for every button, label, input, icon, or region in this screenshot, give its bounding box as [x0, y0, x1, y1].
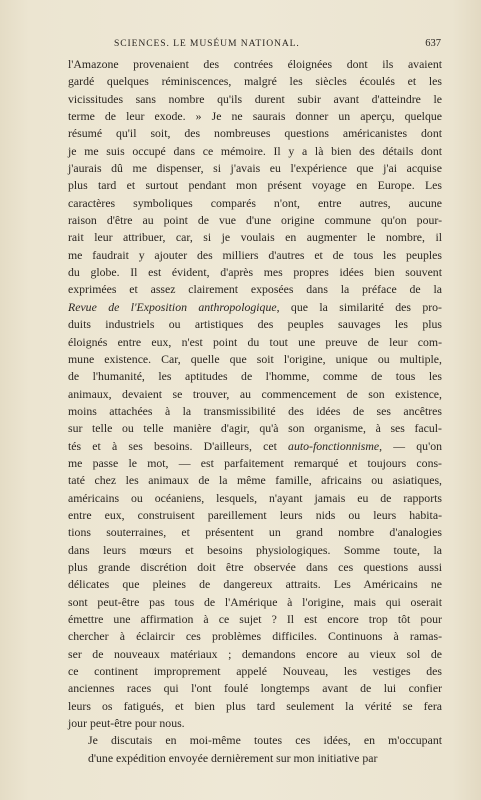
italic-text: auto-fonctionnisme: [288, 438, 380, 453]
text-line: gardé quelques réminiscences, malgré les siècles écoulés et les: [68, 74, 442, 89]
text-line: rait leur attribuer, car, si je voulais en augmenter le nombre, il: [68, 230, 442, 245]
text-line: chercher à éclaircir ces problèmes difficiles. Continuons à ramas-: [68, 629, 442, 644]
text-line: plus grande discrétion doit être observée dans ces questions aussi: [68, 559, 442, 574]
text-line: d'une expédition envoyée dernièrement sur mon initiative par: [88, 750, 378, 765]
body-text: [68, 56, 442, 767]
paragraph: [68, 732, 442, 767]
text-line: américains ou océaniens, lesquels, n'ayant jamais eu de rapports: [68, 490, 442, 505]
text-line: éloignés entre eux, n'est point du tout une preuve de leur com-: [68, 334, 442, 349]
text-line: entre eux, construisent pareillement leurs nids ou leurs habita-: [68, 507, 442, 522]
text-line: émettre une affirmation à ce sujet ? Il est encore trop tôt pour: [68, 612, 442, 626]
text-line: je me suis occupé dans ce mémoire. Il y a là bien des détails dont: [68, 143, 442, 158]
text-line: jour peut-être pour nous.: [68, 716, 185, 731]
text-line: tions souterraines, et présentent un grand nombre d'analogies: [68, 525, 442, 540]
text-line: du globe. Il est évident, d'après mes propres idées bien souvent: [68, 265, 442, 280]
running-title: SCIENCES. LE MUSÉUM NATIONAL.: [114, 38, 300, 49]
text-line: mune existence. Car, quelle que soit l'origine, unique ou multiple,: [68, 351, 442, 366]
text-line: ser de nouveaux matériaux ; demandons encore au vieux sol de: [68, 646, 442, 661]
text-line: exprimées et assez clairement exposées dans la préface de la: [68, 282, 442, 297]
text-line: leurs os fatigués, et bien plus tard seulement la vérité se fera: [68, 698, 442, 713]
text-line: ce continent improprement appelé Nouveau, les vestiges des: [68, 664, 442, 679]
text-line: raison d'être au point de vue d'une origine commune qu'on pour-: [68, 213, 442, 228]
text-line: de l'humanité, les aptitudes de l'homme, comme de tous les: [68, 369, 442, 384]
text-line: Je discutais en moi-même toutes ces idées, en m'occupant: [88, 733, 442, 748]
text-line: dans leurs mœurs et besoins physiologiques. Somme toute, la: [68, 542, 442, 557]
text-line: Revue de l'Exposition anthropologique, que la similarité des pro-: [68, 299, 442, 314]
text-line: j'aurais dû me dispenser, si j'avais eu l'expérience que j'ai acquise: [68, 161, 442, 176]
text-line: terme de leur exode. » Je ne saurais donner un aperçu, quelque: [68, 109, 442, 124]
text-line: me passe le mot, — est parfaitement remarqué et toujours cons-: [68, 455, 442, 470]
text-line: caractères symboliques comparés n'ont, entre autres, aucune: [68, 195, 442, 210]
text-line: duits industriels ou artistiques des peuples sauvages les plus: [68, 317, 442, 332]
text-line: vicissitudes sans nombre qu'ils durent subir avant d'atteindre le: [68, 91, 442, 106]
text-line: plus tard et surtout pendant mon présent voyage en Europe. Les: [68, 178, 442, 193]
text-line: me faudrait y ajouter des milliers d'autres et de tous les peuples: [68, 247, 442, 262]
text-line: taté chez les animaux de la même famille, africains ou asiatiques,: [68, 473, 442, 488]
text-line: moins attachées à la transmissibilité des idées de ses ancêtres: [68, 403, 442, 418]
page-header: [68, 38, 441, 52]
page-number: 637: [425, 38, 441, 49]
text-line: tés et à ses besoins. D'ailleurs, cet auto-fonctionnisme, — qu'on: [68, 438, 442, 453]
text-line: anciennes races qui l'ont foulé longtemps avant de lui confier: [68, 681, 442, 696]
paragraph: [68, 56, 442, 732]
text-line: l'Amazone provenaient des contrées éloignées dont ils avaient: [68, 57, 442, 71]
text-line: animaux, devaient se trouver, au commencement de son existence,: [68, 386, 442, 401]
text-line: sont peut-être pas tous de l'Amérique à l'origine, mais qui oserait: [68, 594, 442, 609]
text-line: délicates que pleines de dangereux attraits. Les Américains ne: [68, 577, 442, 592]
text-line: résumé qu'il soit, des nombreuses questions américanistes dont: [68, 126, 442, 141]
text-line: sur telle ou telle manière d'agir, qu'à son organisme, à ses facul-: [68, 421, 442, 436]
italic-text: Revue de l'Exposition anthropologique: [68, 299, 277, 314]
